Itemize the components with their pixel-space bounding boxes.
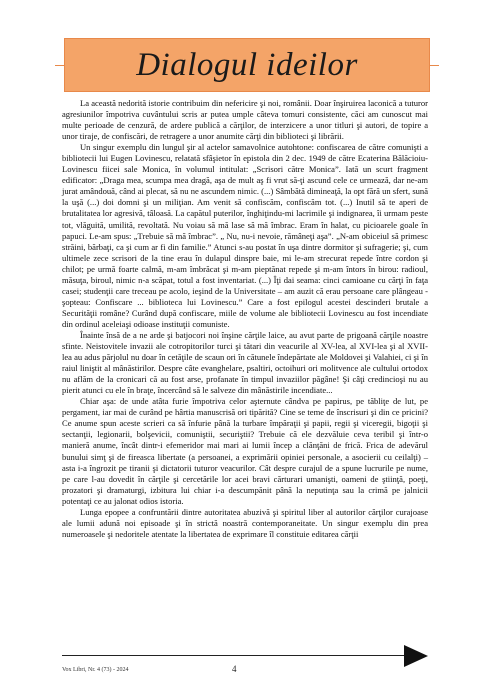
paragraph: Chiar aşa: de unde atâta furie împotriva celor aşternute cândva pe papirus, pe tăbliţe de lut, pe pergament, iar mai de curând pe hârtia manuscrisă ori tipărită? Cine se teme de înscrisuri şi din ce pricini? Ce anume spun aceste scrieri ca să înfurie până la turbare împăraţii şi papii, regii şi viceregii, bigoţii şi sectanţii, legionarii, bolşevicii, comuniştii, securiştii? Trebuie că ele dezvăluie ceva teribil şi într-o manieră anume, încât dintr-i efemeridor mai mari ai lumii încep a clănţăni de frică. Frica de adevărul bunului simţ şi de fireasca libertate (a persoanei, a exprimării opiniei personale, a asocierii cu ceilalţi) – asta i-a îngrozit pe tiranii şi dictatorii tuturor veacurilor. Cât despre curajul de a spune lucrurile pe nume, pe care l-au dovedit în cărţile şi cercetările lor acei bravi cărturari umanişti, oameni de ştiinţă, poeţi, prozatori şi dramaturgi, izbitura lui chiar i-a descumpănit până la neputinţa sau la crimă pe jalnicii potentaţi ce au jalonat odios istoria. (62, 396, 428, 506)
footer-divider (62, 655, 408, 656)
article-body (62, 98, 428, 540)
paragraph: Un singur exemplu din lungul şir al actelor samavolnice autohtone: confiscarea de către comunişti a bibliotecii lui Eugen Lovinescu, relatată sfâşietor în epistola din 2 dec. 1949 de către Ecaterina Bălăcioiu-Lovinescu fiicei sale Monica, în volumul intitulat: „Scrisori către Monica”. Iată un scurt fragment edificator: „Draga mea, scumpa mea dragă, aşa de mult aş fi vrut să-ţi ascund cele ce urmează, dar ne-am jurat amândouă, când ai plecat, să nu ne ascundem nimic. (...) Sâmbătă dimineaţă, la opt fără un sfert, sună la uşă (...) doi domni şi un miliţian. Am venit să confiscăm, confiscăm tot. (...) Inutil să te aperi de brutalitatea lor agresivă, tâloasă. La capătul puterilor, înghiţindu-mi lacrimile şi indignarea, îi urmam peste tot, vlăguită, umilită, revoltată. Nu voiau să mă lase să mă îmbrac. Eram în halat, cu picioarele goale în papuci. Le-am spus: „Trebuie să mă îmbrac”. „ Nu, nu-i nevoie, rămâneţi aşa”. „N-am obiceiul să primesc străini, bărbaţi, ca şi cum ar fi din familie.” Atunci s-au postat în uşa dintre dormitor şi sufragerie; şi, cum ultimele zece scrisori de la tine erau în dulapul dinspre baie, mi le-am strecurat repede între cordon şi chilot; pe urmă foarte calmă, m-am îmbrăcat şi m-am pieptănat repede şi m-am întors în birou: radioul, măsuţa, biroul, nimic n-a scăpat, totul a fost inventariat. (...) Îţi dai seama: cinci camioane cu cărţi în faţa casei; studenţii care treceau pe acolo, ieşind de la Universitate – am auzit că erau persoane care plângeau - şopteau: Confiscare ... biblioteca lui Lovinescu.” Care a fost epilogul acestei descinderi brutale a Securităţii române? Curând după confiscare, miile de volume ale bibliotecii Lovinescu au fost incendiate din ordinul aceleiaşi odioase instituţii comuniste. (62, 142, 428, 329)
page-title: Dialogul ideilor (136, 46, 358, 83)
title-banner (64, 38, 430, 92)
journal-citation: Vox Libri, Nr. 4 (73) - 2024 (62, 667, 129, 673)
paragraph: La această nedorită istorie contribuim din nefericire şi noi, românii. Doar înşiruirea laconică a tuturor agresiunilor împotriva cuvântului scris ar putea umple câteva tomuri consistente, căci am cunoscut mai multe perioade de cenzură, de ardere publică a cărţilor, de interzicere a unor titluri şi autori, de topire a unor tiraje, de confiscări, de retragere a unor anumite cărţi din biblioteci şi librării. (62, 98, 428, 142)
page-number: 4 (232, 664, 237, 674)
next-page-arrow-icon (404, 645, 428, 667)
paragraph: Lunga epopee a confruntării dintre autoritatea abuzivă şi spiritul liber al autorilor cărţilor curajoase ale lumii adună noi episoade şi în strictă noastră contemporaneitate. Un singur exemplu din prea numeroasele şi nedoritele atentate la libertatea de exprimare îl constituie editarea cărţii (62, 506, 428, 539)
paragraph: Înainte însă de a ne arde şi batjocori noi înşine cărţile laice, au avut parte de prigoană cărţile noastre sfinte. Neistovitele invazii ale cotropitorilor turci şi tătari din veacurile al XV-lea, al XVI-lea şi al XVII-lea au adus părjolul nu doar în cetăţile de scaun ori în cătunele îndepărtate ale Moldovei şi Valahiei, ci şi în raiul liniştit al mânăstirilor. Despre câte evanghelare, psaltiri, octoihuri ori molitvence ale cultului ortodox nu aflăm de la cronicari că au fost arse, profanate în timpul invaziilor păgâne! Şi câţi credincioşi nu au pierit atunci cu ele în braţe, încercând să le salveze din mânăstirile incendiate... (62, 329, 428, 396)
